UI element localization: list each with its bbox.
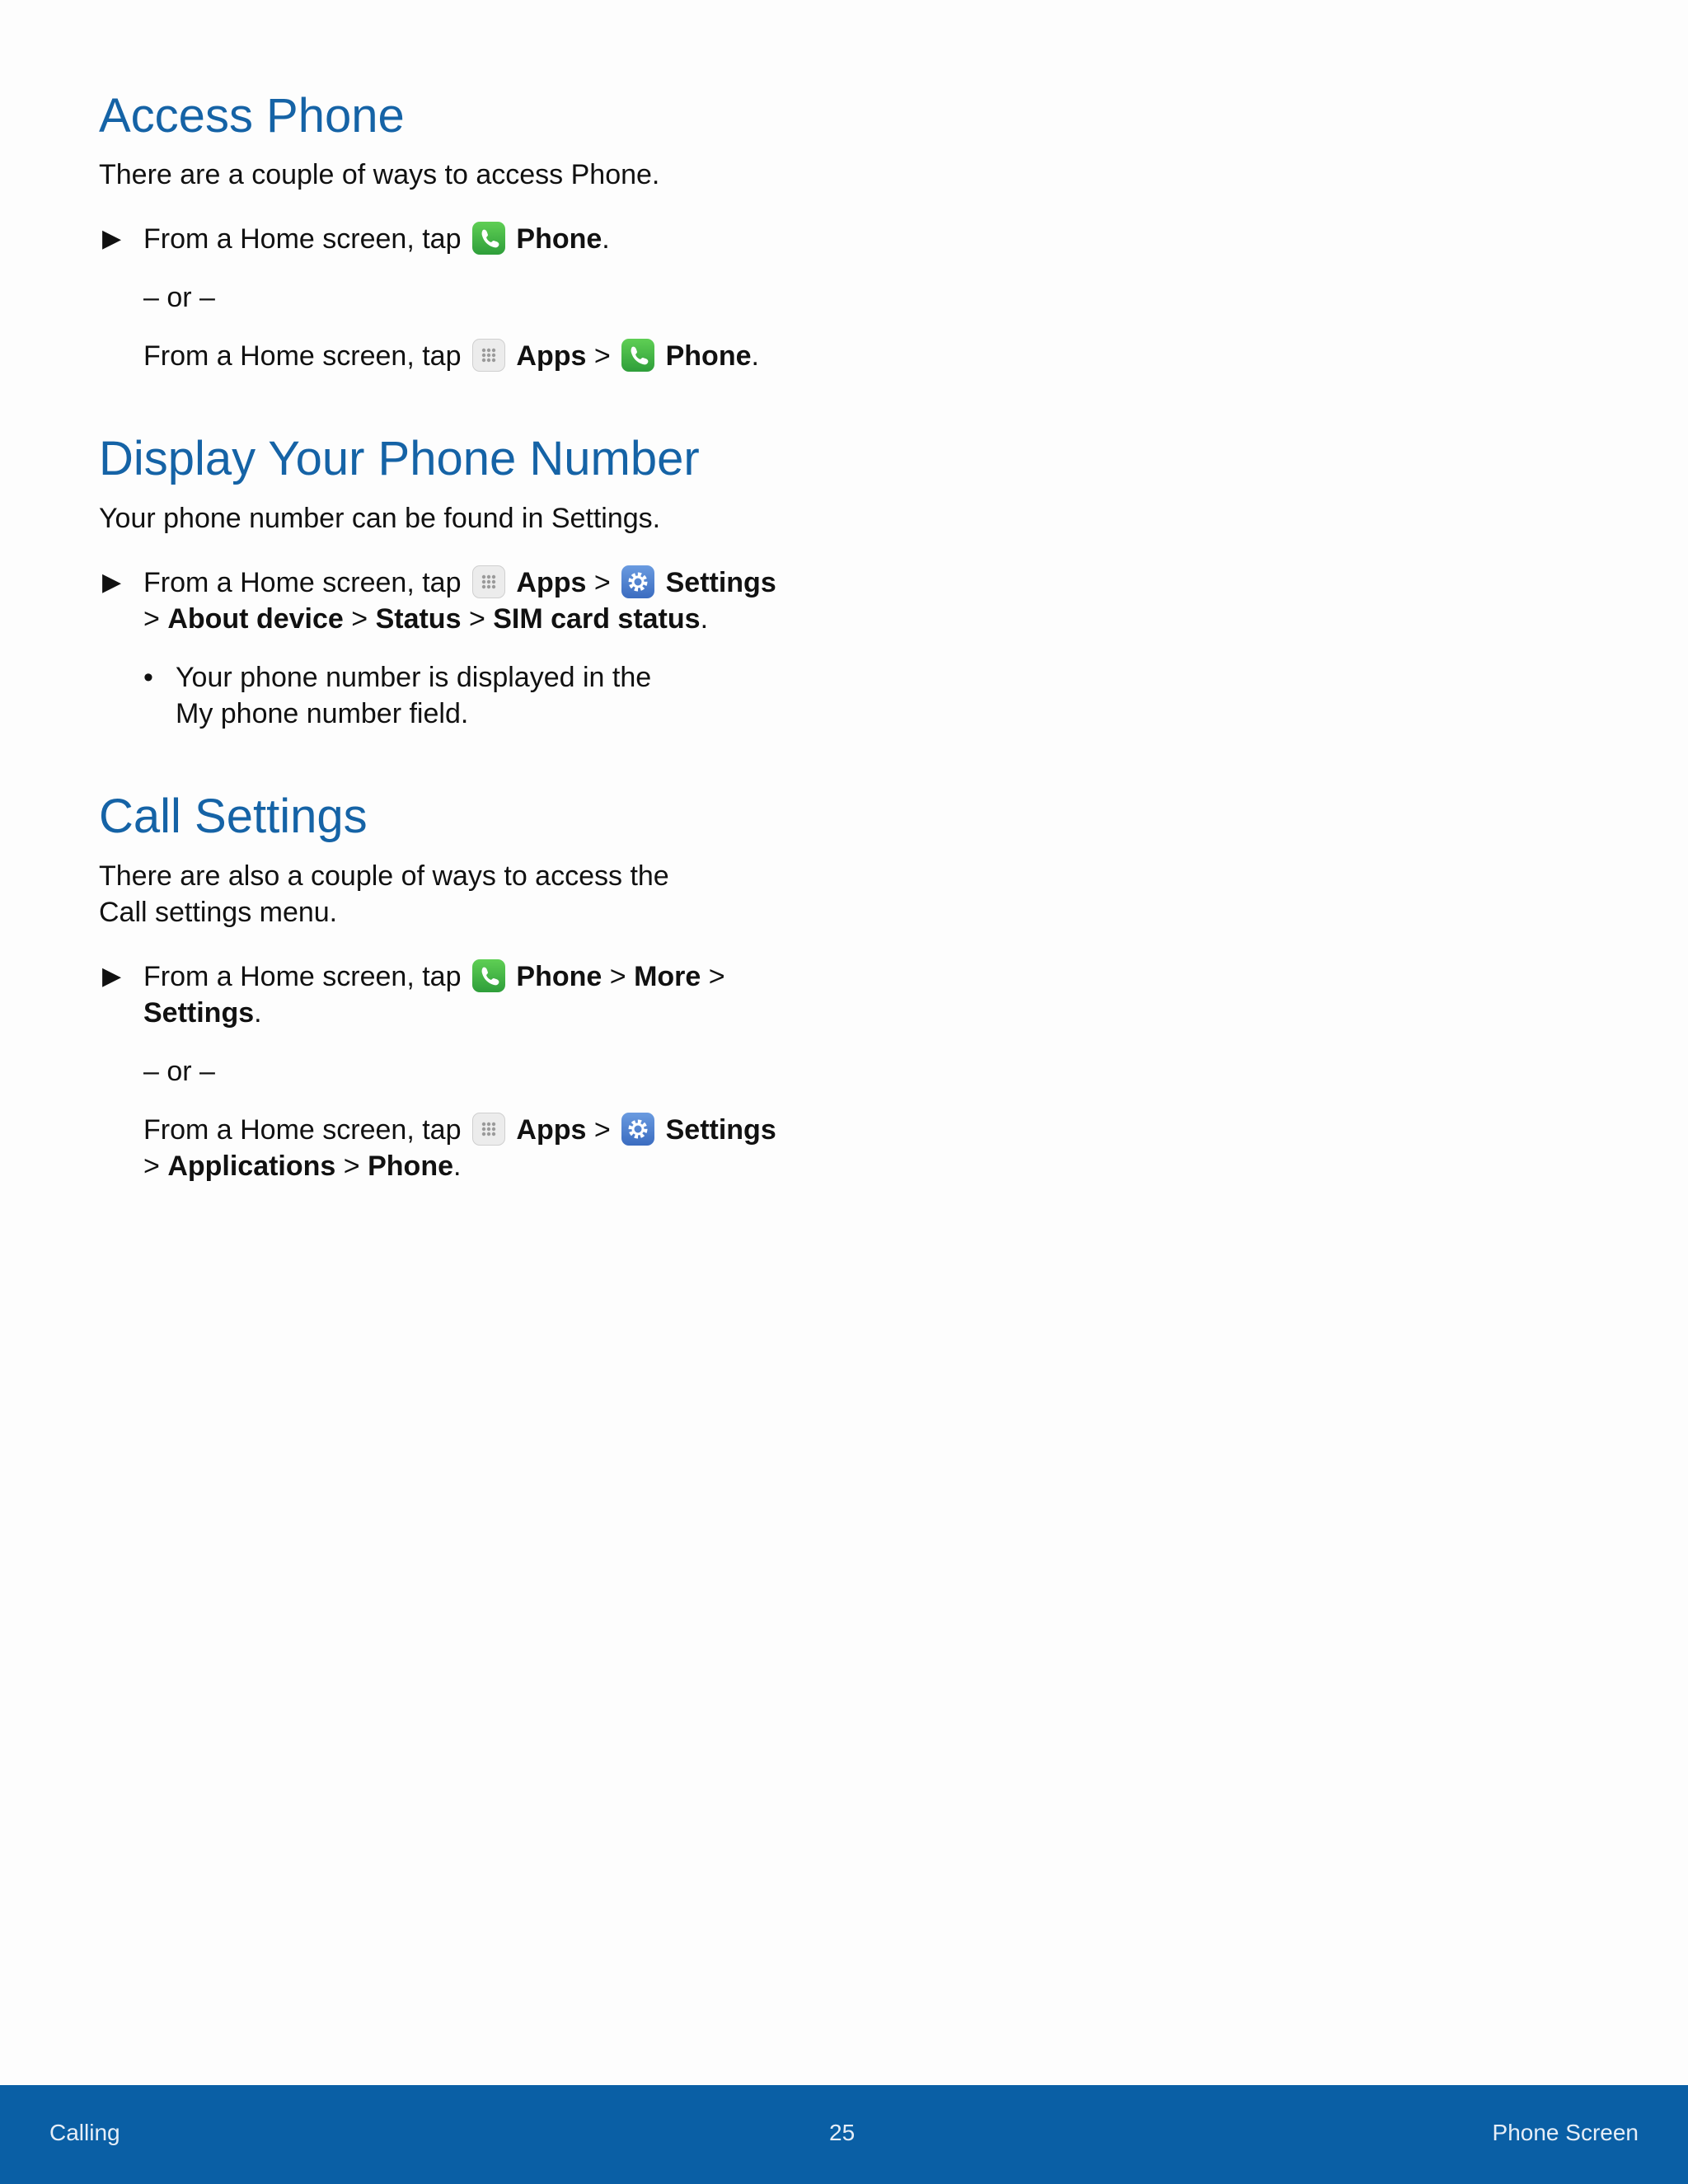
applications-label: Applications [167, 1151, 336, 1182]
apps-label: Apps [516, 567, 587, 598]
apps-label: Apps [516, 1114, 587, 1146]
or-separator: – or – [143, 1056, 215, 1087]
bullet-line1: Your phone number is displayed in the [176, 662, 652, 693]
step-marker-icon: ▶ [102, 569, 122, 596]
page-number: 25 [829, 2120, 856, 2145]
heading-call-settings: Call Settings [99, 790, 368, 843]
about-device-label: About device [167, 603, 344, 635]
phone-label: Phone [665, 340, 752, 372]
access-phone-step2: From a Home screen, tap Apps > Phone. [143, 340, 759, 372]
call-settings-step1-line1: From a Home screen, tap Phone > More > [143, 961, 725, 992]
phone-label: Phone [368, 1151, 454, 1182]
call-settings-step1-line2: Settings. [143, 997, 262, 1029]
phone-label: Phone [516, 961, 603, 992]
step-marker-icon: ▶ [102, 225, 122, 252]
bullet-icon: • [143, 662, 153, 693]
status-label: Status [375, 603, 462, 635]
bullet-line2: My phone number field. [176, 698, 469, 729]
settings-label: Settings [665, 1114, 776, 1146]
settings-label: Settings [665, 567, 776, 598]
settings-label: Settings [143, 997, 255, 1029]
heading-access-phone: Access Phone [99, 89, 405, 143]
call-settings-intro-line1: There are also a couple of ways to access the [99, 860, 669, 892]
call-settings-intro-line2: Call settings menu. [99, 897, 338, 928]
apps-icon [472, 565, 505, 598]
apps-label: Apps [516, 340, 587, 372]
access-phone-intro: There are a couple of ways to access Phone. [99, 159, 660, 190]
call-settings-step2-line2: > Applications > Phone. [143, 1151, 462, 1182]
phone-app-icon [621, 339, 654, 372]
apps-icon [472, 1113, 505, 1146]
sim-card-status-label: SIM card status [493, 603, 701, 635]
footer-chapter: Calling [49, 2120, 120, 2145]
access-phone-step1: From a Home screen, tap Phone. [143, 223, 610, 255]
phone-app-icon [472, 959, 505, 992]
display-number-step1-line1: From a Home screen, tap Apps > Settings [143, 567, 776, 598]
phone-app-icon [472, 222, 505, 255]
heading-display-phone-number: Display Your Phone Number [99, 432, 700, 485]
settings-gear-icon [621, 565, 654, 598]
apps-icon [472, 339, 505, 372]
display-number-step1-line2: > About device > Status > SIM card status. [143, 603, 709, 635]
or-separator: – or – [143, 282, 215, 313]
page-footer [0, 2085, 1688, 2184]
footer-section: Phone Screen [1492, 2120, 1639, 2145]
step-marker-icon: ▶ [102, 963, 122, 990]
settings-gear-icon [621, 1113, 654, 1146]
more-label: More [634, 961, 701, 992]
display-number-intro: Your phone number can be found in Settings. [99, 503, 661, 534]
phone-label: Phone [516, 223, 603, 255]
call-settings-step2-line1: From a Home screen, tap Apps > Settings [143, 1114, 776, 1146]
